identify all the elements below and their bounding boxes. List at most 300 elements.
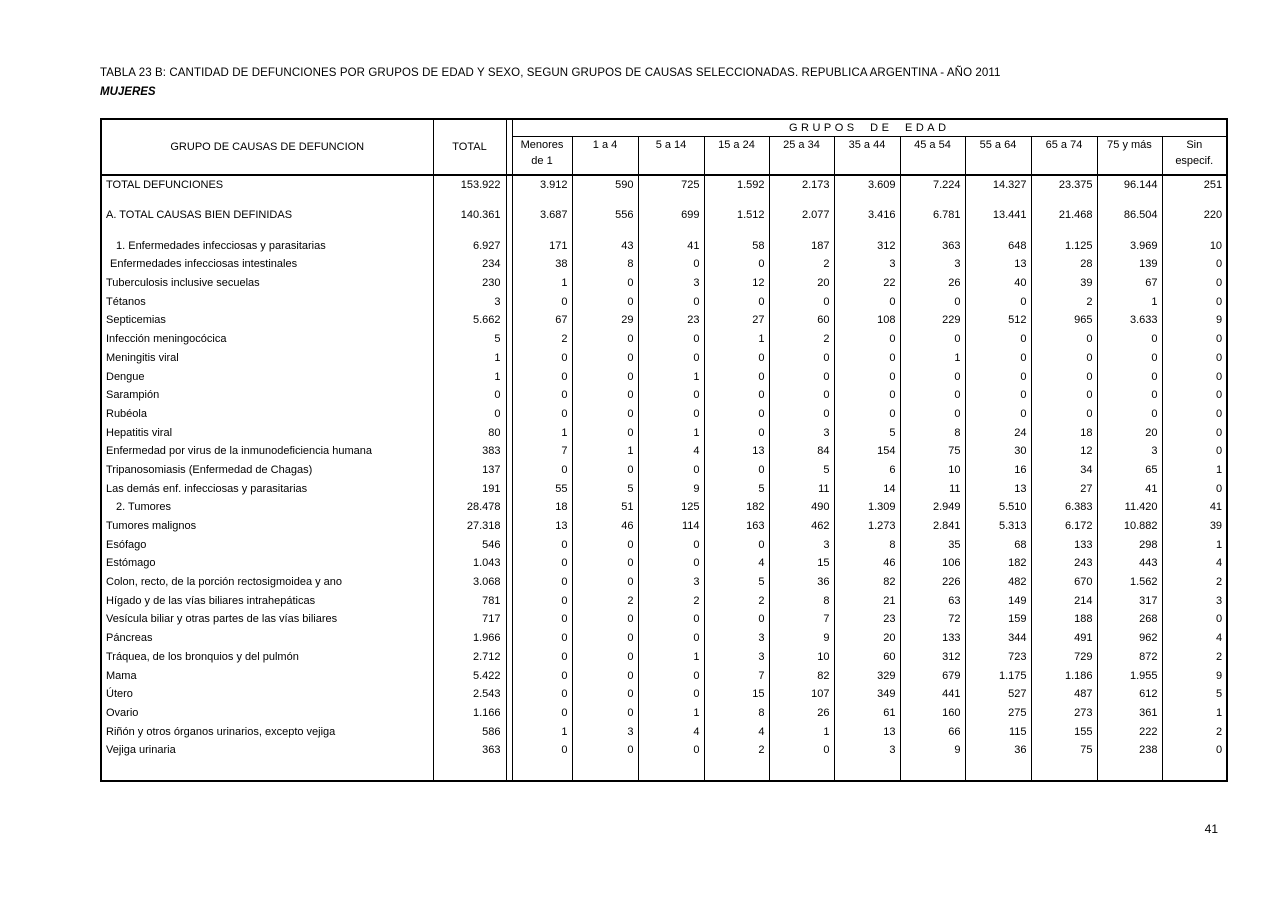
value-cell: 1 [638, 704, 704, 723]
cause-label: Enfermedades infecciosas intestinales [101, 255, 433, 274]
value-cell: 1 [638, 648, 704, 667]
value-cell: 0 [769, 386, 834, 405]
value-cell: 962 [1097, 629, 1162, 648]
value-cell: 0 [769, 367, 834, 386]
value-cell: 268 [1097, 610, 1162, 629]
cause-label: Sarampión [101, 386, 433, 405]
header-row-group [101, 119, 1227, 136]
value-cell: 9 [900, 741, 965, 760]
value-cell: 0 [572, 386, 638, 405]
value-cell [965, 224, 1031, 236]
value-cell: 155 [1031, 722, 1097, 741]
value-cell: 23 [834, 610, 900, 629]
value-cell: 312 [900, 648, 965, 667]
value-cell: 443 [1097, 554, 1162, 573]
age-header-line: 65 a 74 [1045, 138, 1083, 151]
value-cell: 2 [704, 741, 769, 760]
value-cell: 5.313 [965, 517, 1031, 536]
value-cell: 3.912 [512, 175, 572, 194]
value-cell: 2 [1162, 648, 1227, 667]
total-value [433, 224, 506, 236]
table-row [101, 349, 1227, 368]
value-cell: 0 [900, 405, 965, 424]
value-cell: 0 [638, 405, 704, 424]
value-cell: 3.416 [834, 206, 900, 225]
value-cell: 648 [965, 236, 1031, 255]
value-cell: 556 [572, 206, 638, 225]
value-cell: 0 [1162, 442, 1227, 461]
value-cell: 96.144 [1097, 175, 1162, 194]
total-value: 191 [433, 479, 506, 498]
value-cell: 2.841 [900, 517, 965, 536]
total-value: 1 [433, 349, 506, 368]
value-cell: 298 [1097, 535, 1162, 554]
total-value: 546 [433, 535, 506, 554]
value-cell: 0 [638, 461, 704, 480]
value-cell: 0 [965, 367, 1031, 386]
value-cell: 0 [834, 349, 900, 368]
value-cell: 0 [1031, 405, 1097, 424]
value-cell: 0 [1162, 405, 1227, 424]
column-header-total: TOTAL [433, 119, 506, 175]
value-cell: 13 [834, 722, 900, 741]
value-cell: 0 [638, 685, 704, 704]
value-cell: 2 [704, 591, 769, 610]
value-cell: 82 [834, 573, 900, 592]
value-cell: 0 [572, 461, 638, 480]
value-cell: 15 [769, 554, 834, 573]
value-cell: 55 [512, 479, 572, 498]
value-cell: 0 [1162, 330, 1227, 349]
value-cell: 4 [638, 722, 704, 741]
value-cell: 0 [1031, 349, 1097, 368]
value-cell: 133 [1031, 535, 1097, 554]
value-cell: 28 [1031, 255, 1097, 274]
value-cell: 5.510 [965, 498, 1031, 517]
value-cell: 36 [965, 741, 1031, 760]
value-cell: 0 [704, 349, 769, 368]
total-value: 781 [433, 591, 506, 610]
value-cell: 1.175 [965, 666, 1031, 685]
cause-label: Dengue [101, 367, 433, 386]
table-row [101, 330, 1227, 349]
value-cell: 18 [1031, 423, 1097, 442]
value-cell: 75 [900, 442, 965, 461]
table-row [101, 517, 1227, 536]
value-cell: 10 [900, 461, 965, 480]
total-value: 3.068 [433, 573, 506, 592]
cause-label: Ovario [101, 704, 433, 723]
value-cell: 4 [704, 722, 769, 741]
value-cell: 2 [638, 591, 704, 610]
value-cell: 21.468 [1031, 206, 1097, 225]
value-cell: 15 [704, 685, 769, 704]
value-cell: 317 [1097, 591, 1162, 610]
value-cell: 139 [1097, 255, 1162, 274]
value-cell: 5 [1162, 685, 1227, 704]
value-cell [1031, 194, 1097, 206]
value-cell: 0 [1162, 741, 1227, 760]
value-cell: 9 [638, 479, 704, 498]
value-cell: 107 [769, 685, 834, 704]
column-header-age [1162, 136, 1227, 175]
value-cell: 872 [1097, 648, 1162, 667]
value-cell: 0 [1162, 367, 1227, 386]
value-cell: 512 [965, 311, 1031, 330]
table-row [101, 741, 1227, 760]
table-row [101, 175, 1227, 194]
value-cell: 0 [572, 704, 638, 723]
total-value: 28.478 [433, 498, 506, 517]
value-cell: 0 [769, 349, 834, 368]
spacer-row [101, 224, 1227, 236]
age-header-line: 15 a 24 [718, 138, 755, 151]
value-cell: 0 [512, 648, 572, 667]
value-cell: 182 [704, 498, 769, 517]
cause-label: Páncreas [101, 629, 433, 648]
value-cell: 1.125 [1031, 236, 1097, 255]
value-cell: 0 [834, 405, 900, 424]
value-cell [965, 194, 1031, 206]
value-cell: 0 [572, 405, 638, 424]
value-cell: 5 [834, 423, 900, 442]
cause-label [101, 760, 433, 781]
value-cell: 2.077 [769, 206, 834, 225]
value-cell: 65 [1097, 461, 1162, 480]
value-cell: 0 [704, 292, 769, 311]
age-header-line: 75 y más [1107, 138, 1152, 151]
value-cell: 7.224 [900, 175, 965, 194]
total-value: 137 [433, 461, 506, 480]
value-cell: 8 [900, 423, 965, 442]
value-cell: 238 [1097, 741, 1162, 760]
cause-label: Mama [101, 666, 433, 685]
cause-label: Las demás enf. infecciosas y parasitarias [101, 479, 433, 498]
value-cell: 5 [704, 573, 769, 592]
cause-label: Infección meningocócica [101, 330, 433, 349]
value-cell: 214 [1031, 591, 1097, 610]
value-cell: 20 [834, 629, 900, 648]
value-cell: 39 [1031, 274, 1097, 293]
value-cell: 273 [1031, 704, 1097, 723]
cause-label: Útero [101, 685, 433, 704]
value-cell: 0 [704, 367, 769, 386]
value-cell: 0 [572, 367, 638, 386]
cause-label: Enfermedad por virus de la inmunodeficiencia humana [101, 442, 433, 461]
cause-label: Riñón y otros órganos urinarios, excepto vejiga [101, 722, 433, 741]
column-header-age [512, 136, 572, 175]
value-cell: 0 [704, 423, 769, 442]
age-header-line: de 1 [531, 154, 553, 167]
table-row [101, 274, 1227, 293]
value-cell: 612 [1097, 685, 1162, 704]
value-cell [1097, 224, 1162, 236]
value-cell: 0 [1097, 349, 1162, 368]
total-value: 363 [433, 741, 506, 760]
value-cell: 40 [965, 274, 1031, 293]
value-cell: 23.375 [1031, 175, 1097, 194]
value-cell: 0 [512, 685, 572, 704]
value-cell: 5 [704, 479, 769, 498]
value-cell: 72 [900, 610, 965, 629]
value-cell [1162, 760, 1227, 781]
total-value: 0 [433, 386, 506, 405]
total-value: 153.922 [433, 175, 506, 194]
value-cell: 0 [1097, 330, 1162, 349]
total-value: 5.422 [433, 666, 506, 685]
value-cell [704, 194, 769, 206]
value-cell: 0 [1162, 349, 1227, 368]
value-cell: 679 [900, 666, 965, 685]
value-cell: 0 [572, 535, 638, 554]
value-cell: 9 [769, 629, 834, 648]
value-cell: 0 [512, 367, 572, 386]
value-cell: 9 [1162, 311, 1227, 330]
value-cell [638, 224, 704, 236]
value-cell: 14 [834, 479, 900, 498]
value-cell: 0 [638, 292, 704, 311]
value-cell [638, 760, 704, 781]
column-header-age [834, 136, 900, 175]
value-cell: 0 [769, 741, 834, 760]
value-cell: 1 [1097, 292, 1162, 311]
value-cell: 41 [1162, 498, 1227, 517]
value-cell: 108 [834, 311, 900, 330]
table-row [101, 442, 1227, 461]
cause-label: Meningitis viral [101, 349, 433, 368]
value-cell: 18 [512, 498, 572, 517]
value-cell: 1 [572, 442, 638, 461]
value-cell: 3 [769, 535, 834, 554]
cause-label: Vesícula biliar y otras partes de las vías biliares [101, 610, 433, 629]
value-cell: 182 [965, 554, 1031, 573]
value-cell: 46 [572, 517, 638, 536]
value-cell: 4 [638, 442, 704, 461]
value-cell [769, 760, 834, 781]
value-cell: 0 [900, 292, 965, 311]
value-cell: 1 [512, 423, 572, 442]
value-cell: 13 [704, 442, 769, 461]
value-cell: 0 [704, 610, 769, 629]
value-cell: 51 [572, 498, 638, 517]
table-row [101, 573, 1227, 592]
value-cell: 1.955 [1097, 666, 1162, 685]
value-cell: 0 [572, 648, 638, 667]
value-cell: 35 [900, 535, 965, 554]
total-value: 2.543 [433, 685, 506, 704]
value-cell: 27 [704, 311, 769, 330]
value-cell: 1.512 [704, 206, 769, 225]
value-cell: 68 [965, 535, 1031, 554]
value-cell: 0 [512, 535, 572, 554]
value-cell: 13 [965, 479, 1031, 498]
table-row [101, 367, 1227, 386]
column-header-age [965, 136, 1031, 175]
value-cell: 114 [638, 517, 704, 536]
age-header-line: 35 a 44 [848, 138, 886, 151]
value-cell: 154 [834, 442, 900, 461]
total-value [433, 194, 506, 206]
value-cell: 67 [512, 311, 572, 330]
value-cell: 3 [900, 255, 965, 274]
value-cell: 1.273 [834, 517, 900, 536]
value-cell: 491 [1031, 629, 1097, 648]
value-cell: 0 [638, 255, 704, 274]
value-cell [1097, 194, 1162, 206]
table-row [101, 648, 1227, 667]
column-header-age [704, 136, 769, 175]
value-cell: 1 [1162, 704, 1227, 723]
value-cell: 13.441 [965, 206, 1031, 225]
value-cell [512, 194, 572, 206]
value-cell: 2 [1162, 573, 1227, 592]
value-cell: 24 [965, 423, 1031, 442]
value-cell: 243 [1031, 554, 1097, 573]
value-cell: 30 [965, 442, 1031, 461]
value-cell: 0 [900, 386, 965, 405]
value-cell [1031, 224, 1097, 236]
value-cell: 441 [900, 685, 965, 704]
value-cell: 0 [704, 386, 769, 405]
table-row [101, 554, 1227, 573]
column-header-age [638, 136, 704, 175]
value-cell: 29 [572, 311, 638, 330]
value-cell: 0 [900, 330, 965, 349]
value-cell [769, 224, 834, 236]
cause-label: Esófago [101, 535, 433, 554]
value-cell: 0 [572, 423, 638, 442]
value-cell: 3 [1162, 591, 1227, 610]
total-value: 140.361 [433, 206, 506, 225]
value-cell: 8 [704, 704, 769, 723]
value-cell: 0 [965, 386, 1031, 405]
page-number: 41 [1204, 822, 1218, 836]
value-cell: 84 [769, 442, 834, 461]
value-cell: 0 [572, 741, 638, 760]
value-cell: 23 [638, 311, 704, 330]
value-cell: 0 [572, 554, 638, 573]
value-cell [704, 760, 769, 781]
value-cell: 0 [1162, 292, 1227, 311]
value-cell: 2.949 [900, 498, 965, 517]
total-value: 0 [433, 405, 506, 424]
value-cell: 1 [769, 722, 834, 741]
cause-label: TOTAL DEFUNCIONES [101, 175, 433, 194]
table-row [101, 236, 1227, 255]
value-cell: 0 [512, 386, 572, 405]
value-cell: 3.633 [1097, 311, 1162, 330]
value-cell: 0 [965, 292, 1031, 311]
cause-label: Tumores malignos [101, 517, 433, 536]
table-row [101, 685, 1227, 704]
cause-label: Vejiga urinaria [101, 741, 433, 760]
column-header-age [769, 136, 834, 175]
value-cell: 0 [638, 666, 704, 685]
value-cell: 725 [638, 175, 704, 194]
table-row [101, 255, 1227, 274]
value-cell: 43 [572, 236, 638, 255]
value-cell: 0 [638, 349, 704, 368]
value-cell: 349 [834, 685, 900, 704]
value-cell: 159 [965, 610, 1031, 629]
value-cell: 16 [965, 461, 1031, 480]
value-cell: 0 [512, 629, 572, 648]
value-cell: 0 [1162, 274, 1227, 293]
value-cell: 75 [1031, 741, 1097, 760]
table-row [101, 498, 1227, 517]
value-cell: 2 [1031, 292, 1097, 311]
value-cell: 60 [769, 311, 834, 330]
value-cell [1097, 760, 1162, 781]
table-row [101, 704, 1227, 723]
value-cell: 38 [512, 255, 572, 274]
value-cell: 0 [572, 666, 638, 685]
value-cell: 0 [1097, 405, 1162, 424]
value-cell [834, 194, 900, 206]
value-cell [834, 760, 900, 781]
value-cell: 0 [572, 274, 638, 293]
value-cell: 8 [834, 535, 900, 554]
value-cell: 0 [512, 704, 572, 723]
cause-label [101, 224, 433, 236]
total-value: 1 [433, 367, 506, 386]
value-cell: 12 [1031, 442, 1097, 461]
value-cell: 0 [572, 292, 638, 311]
value-cell: 487 [1031, 685, 1097, 704]
value-cell: 14.327 [965, 175, 1031, 194]
table-row [101, 591, 1227, 610]
value-cell: 590 [572, 175, 638, 194]
table-row [101, 292, 1227, 311]
spacer-row [101, 194, 1227, 206]
value-cell: 8 [769, 591, 834, 610]
table-row [101, 423, 1227, 442]
value-cell: 26 [900, 274, 965, 293]
value-cell: 2.173 [769, 175, 834, 194]
table-row [101, 629, 1227, 648]
column-group-header-grupos-de-edad: GRUPOS DE EDAD [512, 119, 1227, 136]
value-cell: 729 [1031, 648, 1097, 667]
cause-label: Tétanos [101, 292, 433, 311]
total-value: 2.712 [433, 648, 506, 667]
value-cell: 106 [900, 554, 965, 573]
value-cell [512, 224, 572, 236]
value-cell: 41 [638, 236, 704, 255]
value-cell: 21 [834, 591, 900, 610]
value-cell: 0 [638, 610, 704, 629]
value-cell: 3 [834, 741, 900, 760]
value-cell: 163 [704, 517, 769, 536]
value-cell: 0 [512, 591, 572, 610]
value-cell: 220 [1162, 206, 1227, 225]
value-cell: 0 [638, 386, 704, 405]
value-cell: 7 [512, 442, 572, 461]
cause-label: Rubéola [101, 405, 433, 424]
total-value [433, 760, 506, 781]
value-cell: 187 [769, 236, 834, 255]
value-cell: 965 [1031, 311, 1097, 330]
value-cell: 1.309 [834, 498, 900, 517]
table-row [101, 722, 1227, 741]
value-cell: 7 [769, 610, 834, 629]
value-cell: 3 [704, 629, 769, 648]
value-cell: 61 [834, 704, 900, 723]
age-header-line: especif. [1175, 154, 1214, 167]
total-value: 5 [433, 330, 506, 349]
total-value: 234 [433, 255, 506, 274]
table-row [101, 535, 1227, 554]
value-cell: 4 [704, 554, 769, 573]
